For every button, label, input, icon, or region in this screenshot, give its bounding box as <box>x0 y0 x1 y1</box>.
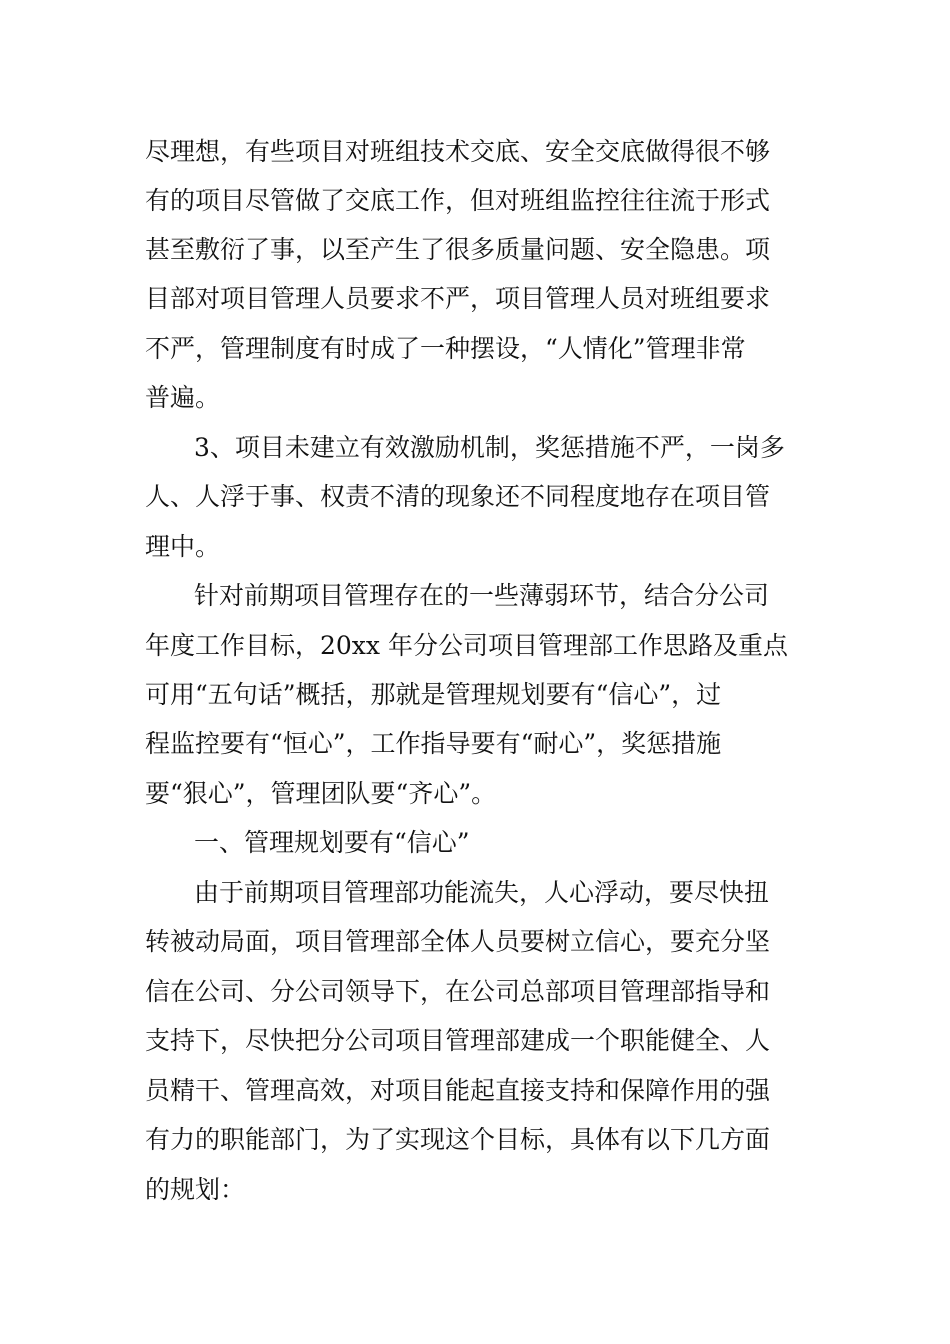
text-line: 甚至敷衍了事，以至产生了很多质量问题、安全隐患。项 <box>145 235 771 264</box>
text-line: 有的项目尽管做了交底工作，但对班组监控往往流于形式 <box>145 186 771 215</box>
text-line: 针对前期项目管理存在的一些薄弱环节，结合分公司 <box>194 581 770 610</box>
text-line: 年度工作目标，20xx 年分公司项目管理部工作思路及重点 <box>145 631 788 660</box>
text-line: 程监控要有“恒心”，工作指导要有“耐心”，奖惩措施 <box>145 729 722 758</box>
text-line: 有力的职能部门，为了实现这个目标，具体有以下几方面 <box>145 1125 771 1154</box>
text-line: 3、项目未建立有效激励机制，奖惩措施不严，一岗多 <box>194 433 785 462</box>
text-line: 由于前期项目管理部功能流失，人心浮动，要尽快扭 <box>194 878 770 907</box>
section-heading: 一、管理规划要有“信心” <box>194 828 470 857</box>
text-line: 要“狠心”，管理团队要“齐心”。 <box>145 779 497 808</box>
text-line: 不严，管理制度有时成了一种摆设，“人情化”管理非常 <box>145 334 746 363</box>
text-line: 员精干、管理高效，对项目能起直接支持和保障作用的强 <box>145 1076 771 1105</box>
text-line: 理中。 <box>145 532 221 561</box>
text-line: 的规划： <box>145 1175 246 1204</box>
text-line: 尽理想，有些项目对班组技术交底、安全交底做得很不够 <box>145 137 771 166</box>
text-line: 目部对项目管理人员要求不严，项目管理人员对班组要求 <box>145 284 771 313</box>
text-line: 人、人浮于事、权责不清的现象还不同程度地存在项目管 <box>145 482 771 511</box>
text-line: 转被动局面，项目管理部全体人员要树立信心，要充分坚 <box>145 927 771 956</box>
text-line: 可用“五句话”概括，那就是管理规划要有“信心”，过 <box>145 680 722 709</box>
text-line: 普遍。 <box>145 383 221 412</box>
text-line: 支持下，尽快把分公司项目管理部建成一个职能健全、人 <box>145 1026 771 1055</box>
text-line: 信在公司、分公司领导下，在公司总部项目管理部指导和 <box>145 977 771 1006</box>
